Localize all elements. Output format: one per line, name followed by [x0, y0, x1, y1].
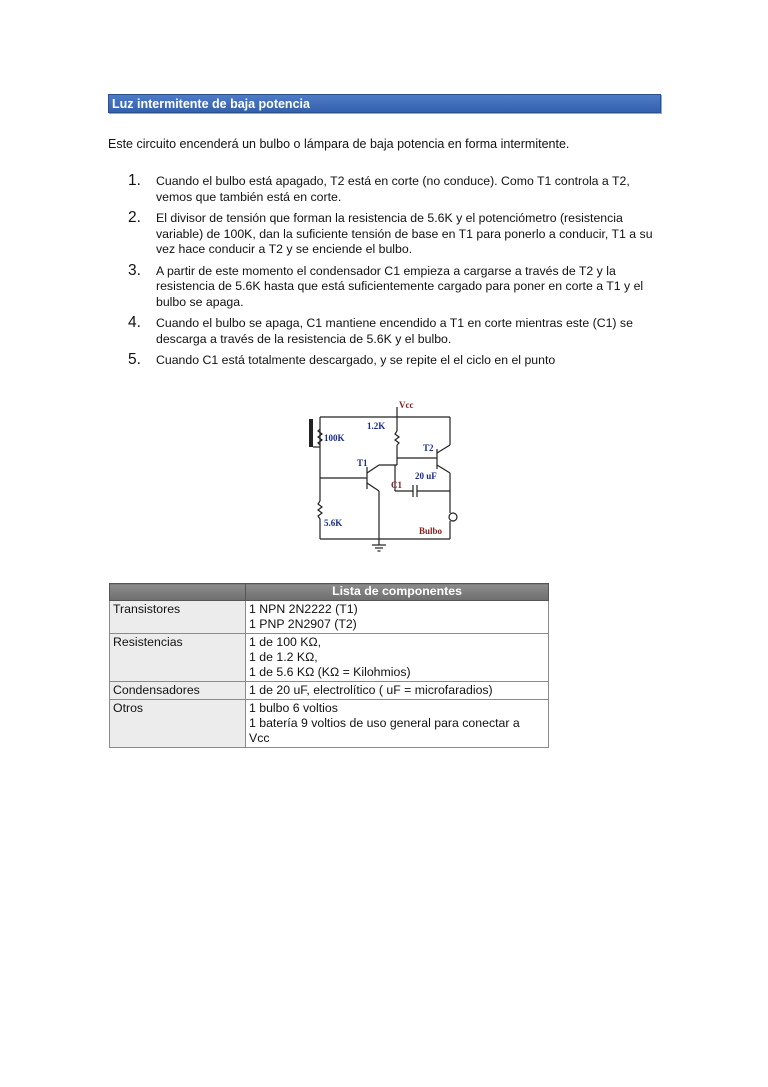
value-line: 1 de 1.2 KΩ, [249, 650, 318, 664]
list-item [108, 261, 668, 311]
value-line: 1 PNP 2N2907 (T2) [249, 617, 357, 631]
list-number: 1. [128, 172, 141, 189]
list-text: A partir de este momento el condensador C1 empieza a cargarse a través de T2 y la resistencia de 5.6K hasta que está suficientemente cargado para poner en corte a T1 y el bulbo se apaga. [156, 263, 644, 309]
capacitor-value-label: 20 uF [415, 471, 437, 481]
table-header: Lista de componentes [246, 584, 549, 601]
value-line: 1 de 100 KΩ, [249, 635, 322, 649]
list-item [108, 174, 668, 205]
table-row [110, 634, 549, 682]
list-item [108, 316, 668, 347]
value-line: 1 NPN 2N2222 (T1) [249, 602, 358, 616]
list-text: Cuando el bulbo está apagado, T2 está en corte (no conduce). Como T1 controla a T2, vemos que también está en corte. [156, 174, 630, 204]
value-line: 1 de 5.6 KΩ (KΩ = Kilohmios) [249, 665, 411, 679]
list-text: Cuando C1 está totalmente descargado, y se repite el el ciclo en el punto [156, 353, 556, 367]
value-line: Vcc [249, 731, 270, 745]
category-cell: Otros [110, 700, 246, 748]
value-line: 1 batería 9 voltios de uso general para conectar a [249, 716, 520, 730]
value-line: 1 bulbo 6 voltios [249, 701, 338, 715]
table-row [110, 682, 549, 700]
list-number: 4. [128, 314, 141, 331]
value-cell [246, 634, 549, 682]
category-cell: Condensadores [110, 682, 246, 700]
list-item [108, 211, 668, 258]
table-row [110, 700, 549, 748]
list-number: 3. [128, 261, 141, 279]
table-header-blank [110, 584, 246, 601]
t2-label: T2 [423, 443, 434, 453]
t1-label: T1 [357, 458, 368, 468]
category-cell: Transistores [110, 601, 246, 634]
bulb-label: Bulbo [419, 526, 443, 536]
components-table [109, 583, 549, 748]
vcc-label: Vcc [399, 400, 414, 410]
value-cell [246, 682, 549, 700]
list-text: El divisor de tensión que forman la resistencia de 5.6K y el potenciómetro (resistencia variable) de 100K, dan la suficiente tensión de base en T1 para ponerlo a conducir, T1 a su vez hace conducir a T2 y se enciende el bulbo. [156, 211, 653, 256]
list-text: Cuando el bulbo se apaga, C1 mantiene encendido a T1 en corte mientras este (C1) se descarga a través de la resistencia de 5.6K y el bulbo. [156, 316, 633, 346]
intro-paragraph: Este circuito encenderá un bulbo o lámpara de baja potencia en forma intermitente. [108, 137, 570, 151]
category-cell: Resistencias [110, 634, 246, 682]
resistor-1-2k-label: 1.2K [367, 421, 386, 431]
capacitor-label: C1 [391, 480, 402, 490]
section-title: Luz intermitente de baja potencia [108, 94, 661, 113]
resistor-5-6k-label: 5.6K [324, 518, 343, 528]
list-number: 5. [128, 351, 141, 368]
value-cell [246, 700, 549, 748]
list-number: 2. [128, 209, 141, 226]
circuit-diagram [305, 393, 465, 553]
steps-list [108, 174, 668, 375]
table-row [110, 601, 549, 634]
value-line: 1 de 20 uF, electrolítico ( uF = microfaradios) [249, 683, 493, 697]
list-item [108, 353, 668, 369]
pot-100k-label: 100K [324, 433, 345, 443]
value-cell [246, 601, 549, 634]
